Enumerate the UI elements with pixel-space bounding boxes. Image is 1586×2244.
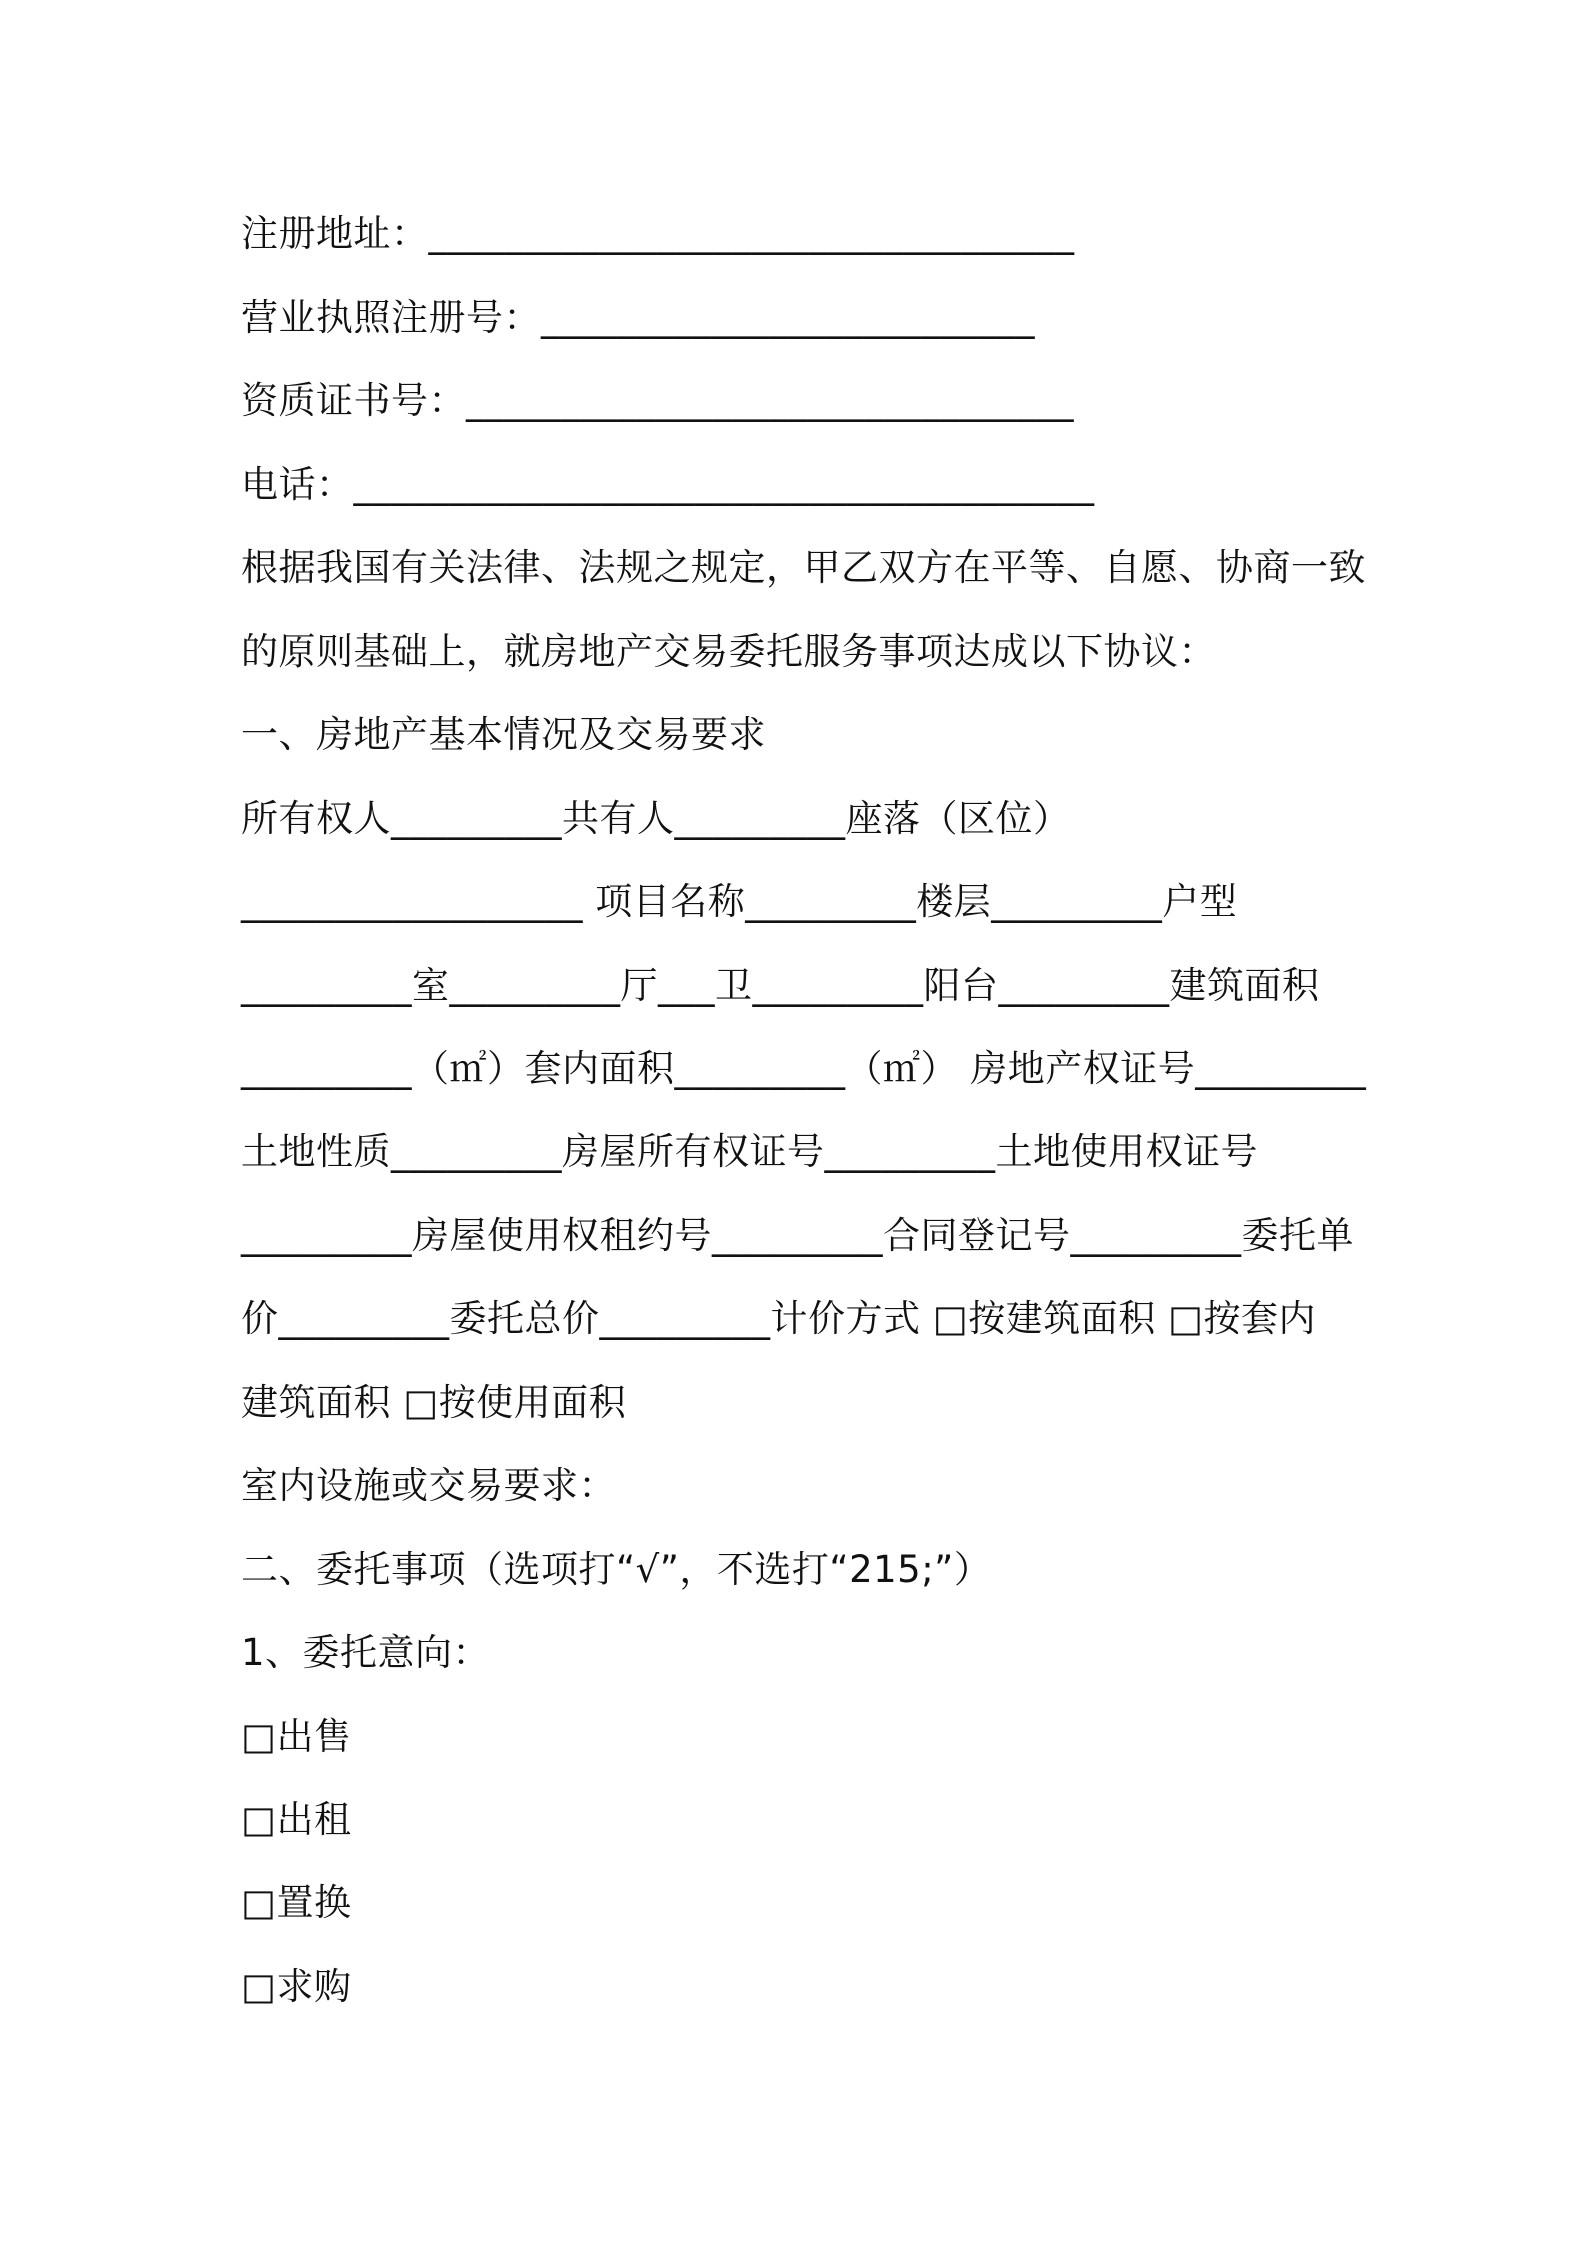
property-info-line-3: _________室_________厅___卫_________阳台_________建筑面积 xyxy=(241,964,1320,1007)
property-info-line-6: _________房屋使用权租约号_________合同登记号_________委托单 xyxy=(241,1214,1354,1257)
option-exchange: □置换 xyxy=(241,1881,352,1924)
preamble-line-2: 的原则基础上，就房地产交易委托服务事项达成以下协议： xyxy=(241,630,1216,673)
property-info-line-1: 所有权人_________共有人_________座落（区位） xyxy=(241,797,1071,840)
property-info-line-7: 价_________委托总价_________计价方式 □按建筑面积 □按套内 xyxy=(241,1297,1316,1340)
property-info-line-4: _________（㎡）套内面积_________（㎡） 房地产权证号_________ xyxy=(241,1047,1367,1090)
section-2-heading: 二、委托事项（选项打“√”，不选打“215;”） xyxy=(241,1548,992,1591)
facilities-requirements-line: 室内设施或交易要求： xyxy=(241,1464,616,1507)
option-sell: □出售 xyxy=(241,1715,352,1758)
property-info-line-2: __________________ 项目名称_________楼层_________户型 xyxy=(241,880,1238,923)
property-info-line-8: 建筑面积 □按使用面积 xyxy=(241,1381,627,1424)
section-1-heading: 一、房地产基本情况及交易要求 xyxy=(241,713,766,756)
property-info-line-5: 土地性质_________房屋所有权证号_________土地使用权证号 xyxy=(241,1130,1258,1173)
qualification-cert-line: 资质证书号：________________________________ xyxy=(241,379,1074,422)
business-license-line: 营业执照注册号：__________________________ xyxy=(241,296,1035,339)
preamble-line-1: 根据我国有关法律、法规之规定，甲乙双方在平等、自愿、协商一致 xyxy=(241,546,1366,589)
intent-heading: 1、委托意向： xyxy=(241,1631,491,1674)
phone-line: 电话：_______________________________________ xyxy=(241,463,1095,506)
option-rent: □出租 xyxy=(241,1798,352,1841)
option-purchase: □求购 xyxy=(241,1965,352,2008)
registered-address-line: 注册地址：__________________________________ xyxy=(241,212,1075,255)
